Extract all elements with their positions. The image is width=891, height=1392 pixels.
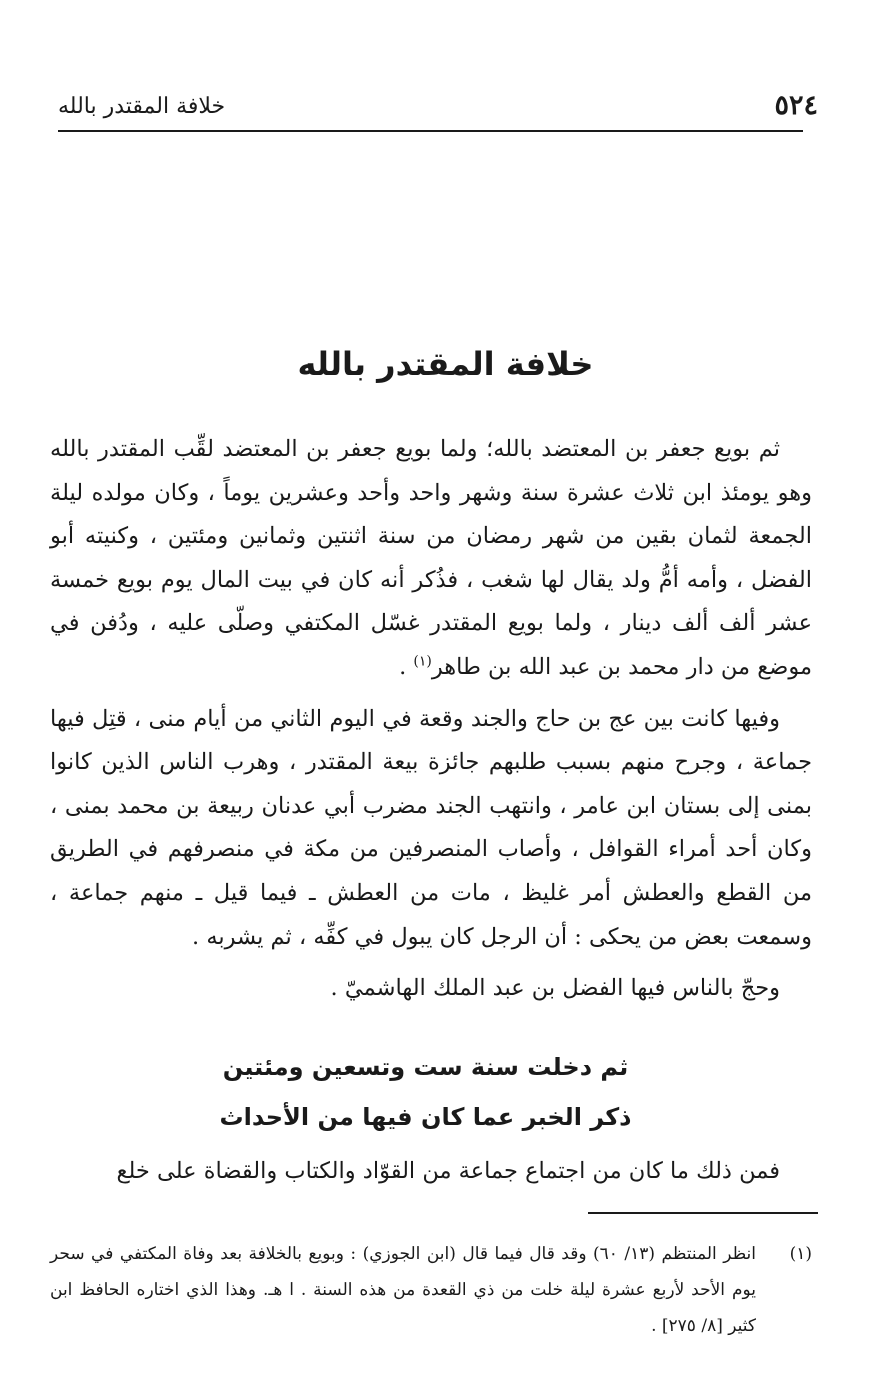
footnote-text: انظر المنتظم (١٣/ ٦٠) وقد قال فيما قال (ابن الجوزي) : وبويع بالخلافة بعد وفاة المكتفي في سحر يوم الأحد لأربع عشرة ليلة خلت من ذي القعدة من هذه السنة . ا هـ. وهذا الذي اختاره الحافظ ابن كثير [٨/ ٢٧٥] . (50, 1244, 756, 1336)
footnote-separator (588, 1212, 818, 1214)
footnote (50, 1236, 812, 1344)
running-title: خلافة المقتدر بالله (58, 94, 226, 119)
section-heading-events: ذكر الخبر عما كان فيها من الأحداث (219, 1103, 632, 1131)
paragraph-1-end: . (399, 653, 414, 680)
running-header (58, 88, 818, 128)
paragraph-1 (50, 428, 812, 690)
paragraph-1-text: ثم بويع جعفر بن المعتضد بالله؛ ولما بويع جعفر بن المعتضد لقِّب المقتدر بالله وهو يومئذ ابن ثلاث عشرة سنة وشهر واحد وأحد وعشرين يوماً ، وكان مولده ليلة الجمعة لثمان بقين من شهر رمضان من سنة اثنتين وثمانين ومئتين ، وكنيته أبو الفضل ، وأمه أمُّ ولد يقال لها شغب ، فذُكر أنه كان في بيت المال يوم بويع خمسة عشر ألف ألف دينار ، ولما بويع المقتدر غسّل المكتفي وصلّى عليه ، ودُفن في موضع من دار محمد بن عبد الله بن طاهر (50, 436, 812, 680)
section-heading-year: ثم دخلت سنة ست وتسعين ومئتين (222, 1053, 629, 1081)
paragraph-3: وحجّ بالناس فيها الفضل بن عبد الملك الهاشميّ . (330, 975, 780, 1002)
header-rule (58, 130, 803, 132)
page-number: ٥٢٤ (774, 90, 818, 121)
footnotes (50, 1236, 812, 1344)
footnote-number: (١) (789, 1244, 812, 1264)
section-headings (0, 1042, 891, 1142)
paragraph-2: وفيها كانت بين عج بن حاج والجند وقعة في اليوم الثاني من أيام منى ، قتِل فيها جماعة ، وجرح منهم بسبب طلبهم جائزة بيعة المقتدر ، وهرب الناس الذين كانوا بمنى إلى بستان ابن عامر ، وانتهب الجند مضرب أبي عدنان ربيعة بن محمد بمنى ، وكان أحد أمراء القوافل ، وأصاب المنصرفين من مكة في منصرفهم في الطريق من القطع والعطش أمر غليظ ، مات من العطش ـ فيما قيل ـ منهم جماعة ، وسمعت بعض من يحكى : أن الرجل كان يبول في كفِّه ، ثم يشربه . (50, 705, 812, 950)
chapter-title: خلافة المقتدر بالله (297, 345, 594, 383)
footnote-reference: (١) (413, 653, 432, 670)
body-text (50, 428, 812, 1011)
paragraph-4: فمن ذلك ما كان من اجتماع جماعة من القوّاد والكتاب والقضاة على خلع (116, 1158, 780, 1184)
